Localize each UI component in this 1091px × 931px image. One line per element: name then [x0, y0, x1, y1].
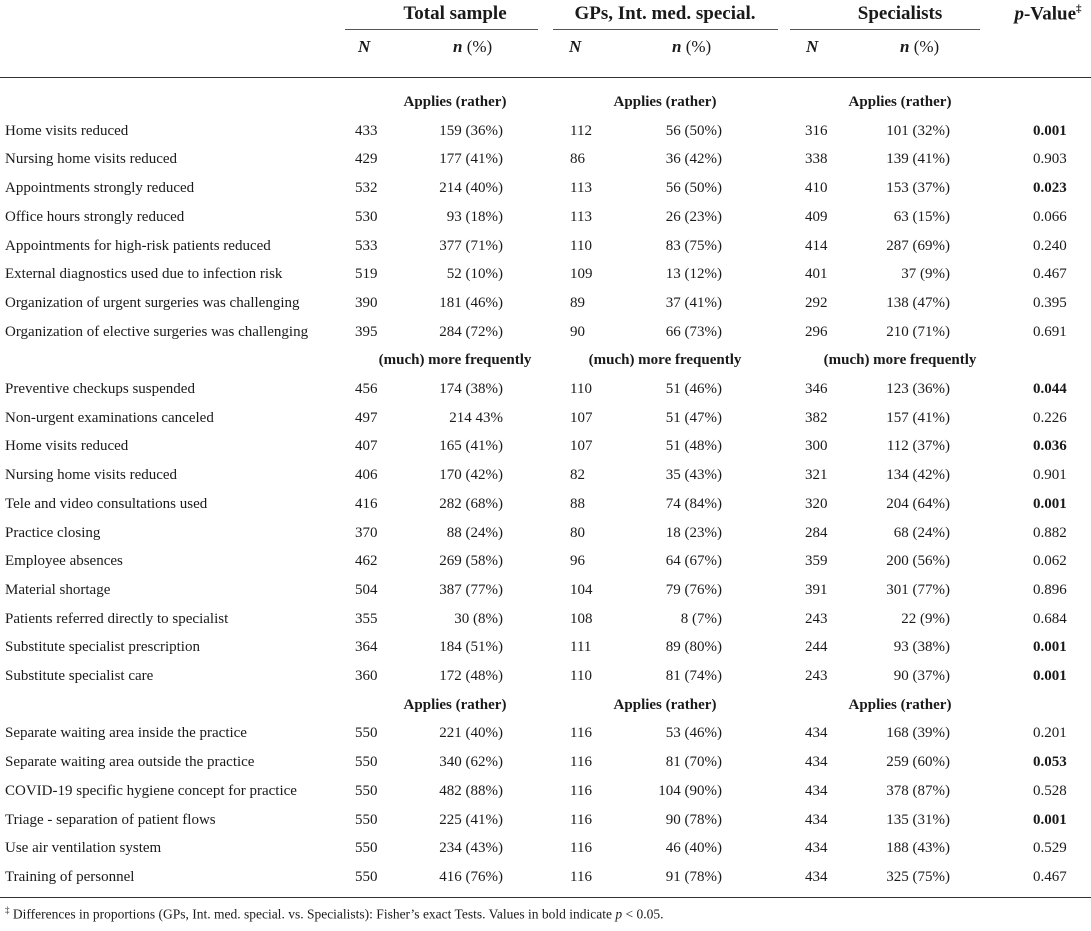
p-value: 0.001	[1033, 668, 1067, 684]
total-N: 530	[355, 208, 378, 225]
spec-n-pct: 210 (71%)	[886, 323, 950, 340]
section-heading-row	[0, 691, 1091, 720]
total-N: 433	[355, 122, 378, 139]
total-n-pct: 234 (43%)	[439, 840, 503, 857]
spec-n-pct: 325 (75%)	[886, 868, 950, 885]
spec-N: 346	[805, 381, 828, 397]
subheader-n-gps: n (%)	[672, 37, 712, 56]
section-heading-row	[0, 88, 1091, 117]
p-value: 0.691	[1033, 323, 1067, 340]
gps-n-pct: 74 (84%)	[665, 495, 722, 512]
total-n-pct: 387 (77%)	[439, 581, 503, 598]
spec-N: 284	[805, 524, 828, 541]
gps-N: 116	[570, 725, 592, 742]
gps-N: 112	[570, 122, 592, 139]
gps-n-pct: 35 (43%)	[665, 467, 722, 484]
table-row	[0, 806, 1091, 835]
spec-N: 243	[805, 668, 828, 684]
header-bottom-rule	[0, 77, 1091, 78]
spec-n-pct: 138 (47%)	[886, 294, 950, 311]
total-N: 407	[355, 438, 378, 455]
header-rule-total	[345, 29, 538, 30]
row-label: Training of personnel	[5, 868, 135, 885]
gps-N: 90	[570, 323, 585, 340]
spec-n-pct: 123 (36%)	[886, 381, 950, 397]
spec-N: 434	[805, 754, 828, 771]
subheader-n-total: n (%)	[453, 37, 493, 56]
total-N: 550	[355, 868, 378, 885]
row-label: Office hours strongly reduced	[5, 208, 185, 225]
total-N: 370	[355, 524, 378, 541]
gps-N: 96	[570, 553, 585, 570]
spec-n-pct: 63 (15%)	[893, 208, 950, 225]
spec-N: 434	[805, 868, 828, 885]
total-n-pct: 177 (41%)	[439, 151, 503, 168]
total-n-pct: 284 (72%)	[439, 323, 503, 340]
total-N: 550	[355, 840, 378, 857]
row-label: Organization of elective surgeries was challenging	[5, 323, 309, 340]
total-n-pct: 30 (8%)	[454, 610, 503, 627]
p-value: 0.201	[1033, 725, 1067, 742]
spec-N: 434	[805, 811, 828, 828]
gps-n-pct: 51 (48%)	[665, 438, 722, 455]
header-rule-specialists	[790, 29, 980, 30]
header-gps: GPs, Int. med. special.	[574, 3, 756, 24]
gps-n-pct: 13 (12%)	[665, 266, 722, 283]
total-N: 364	[355, 639, 378, 656]
p-value: 0.036	[1033, 438, 1067, 455]
spec-N: 409	[805, 208, 828, 225]
gps-N: 110	[570, 668, 592, 684]
spec-n-pct: 112 (37%)	[886, 438, 950, 455]
row-label: Separate waiting area outside the practice	[5, 754, 255, 771]
table-row	[0, 519, 1091, 548]
section-heading: Applies (rather)	[403, 94, 507, 110]
spec-N: 434	[805, 840, 828, 857]
table-row	[0, 260, 1091, 289]
row-label: Material shortage	[5, 581, 111, 598]
total-N: 360	[355, 668, 378, 684]
total-n-pct: 416 (76%)	[439, 868, 503, 885]
table-row	[0, 318, 1091, 347]
gps-N: 116	[570, 868, 592, 885]
gps-n-pct: 83 (75%)	[665, 237, 722, 254]
row-label: Use air ventilation system	[5, 840, 162, 857]
spec-n-pct: 157 (41%)	[886, 409, 950, 426]
gps-n-pct: 51 (47%)	[665, 409, 722, 426]
gps-n-pct: 18 (23%)	[665, 524, 722, 541]
spec-n-pct: 259 (60%)	[886, 754, 950, 771]
total-N: 456	[355, 381, 378, 397]
total-N: 462	[355, 553, 378, 570]
table-row	[0, 834, 1091, 863]
row-label: Employee absences	[5, 553, 123, 570]
spec-N: 391	[805, 581, 828, 598]
p-value: 0.528	[1033, 782, 1067, 799]
table-row	[0, 547, 1091, 576]
total-N: 355	[355, 610, 378, 627]
gps-n-pct: 37 (41%)	[665, 294, 722, 311]
total-n-pct: 52 (10%)	[446, 266, 503, 283]
total-n-pct: 165 (41%)	[439, 438, 503, 455]
spec-n-pct: 135 (31%)	[886, 811, 950, 828]
total-N: 504	[355, 581, 378, 598]
p-value: 0.053	[1033, 754, 1067, 771]
total-n-pct: 184 (51%)	[439, 639, 503, 656]
total-n-pct: 282 (68%)	[439, 495, 503, 512]
table-row	[0, 289, 1091, 318]
gps-n-pct: 91 (78%)	[665, 868, 722, 885]
table-row	[0, 576, 1091, 605]
p-value: 0.882	[1033, 524, 1067, 541]
header-rule-gps	[553, 29, 778, 30]
spec-n-pct: 378 (87%)	[886, 782, 950, 799]
spec-N: 292	[805, 294, 828, 311]
gps-N: 89	[570, 294, 585, 311]
table-row	[0, 432, 1091, 461]
total-n-pct: 269 (58%)	[439, 553, 503, 570]
spec-n-pct: 301 (77%)	[886, 581, 950, 598]
spec-N: 316	[805, 122, 828, 139]
gps-N: 107	[570, 438, 593, 455]
total-n-pct: 482 (88%)	[439, 782, 503, 799]
total-N: 519	[355, 266, 378, 283]
p-value: 0.903	[1033, 151, 1067, 168]
gps-n-pct: 81 (74%)	[665, 668, 722, 684]
row-label: COVID-19 specific hygiene concept for practice	[5, 782, 297, 799]
gps-n-pct: 46 (40%)	[665, 840, 722, 857]
total-N: 497	[355, 409, 378, 426]
row-label: Appointments strongly reduced	[5, 180, 195, 197]
spec-n-pct: 22 (9%)	[901, 610, 950, 627]
section-heading: Applies (rather)	[848, 94, 952, 110]
row-label: Preventive checkups suspended	[5, 381, 195, 397]
total-N: 416	[355, 495, 378, 512]
gps-n-pct: 56 (50%)	[665, 122, 722, 139]
spec-n-pct: 139 (41%)	[886, 151, 950, 168]
section-heading: (much) more frequently	[823, 352, 977, 369]
table-row	[0, 404, 1091, 433]
row-label: Substitute specialist prescription	[5, 639, 200, 656]
gps-N: 108	[570, 610, 593, 627]
table-row	[0, 490, 1091, 519]
section-heading: Applies (rather)	[613, 94, 717, 110]
section-heading: (much) more frequently	[378, 352, 532, 369]
spec-N: 401	[805, 266, 828, 283]
gps-N: 116	[570, 840, 592, 857]
p-value: 0.226	[1033, 409, 1067, 426]
total-N: 550	[355, 754, 378, 771]
total-N: 390	[355, 294, 378, 311]
p-value: 0.395	[1033, 294, 1067, 311]
gps-n-pct: 89 (80%)	[665, 639, 722, 656]
p-value: 0.467	[1033, 266, 1067, 283]
row-label: Substitute specialist care	[5, 668, 154, 684]
row-label: Nursing home visits reduced	[5, 151, 178, 168]
p-value: 0.529	[1033, 840, 1067, 857]
section-heading: (much) more frequently	[588, 352, 742, 369]
total-N: 395	[355, 323, 378, 340]
spec-n-pct: 68 (24%)	[893, 524, 950, 541]
gps-N: 109	[570, 266, 593, 283]
row-label: External diagnostics used due to infection risk	[5, 266, 283, 283]
table-row	[0, 863, 1091, 892]
gps-n-pct: 56 (50%)	[665, 180, 722, 197]
gps-N: 104	[570, 581, 593, 598]
section-heading: Applies (rather)	[848, 696, 952, 713]
p-value: 0.001	[1033, 811, 1067, 828]
gps-N: 82	[570, 467, 585, 484]
spec-N: 414	[805, 237, 828, 254]
p-value: 0.901	[1033, 467, 1067, 484]
header-p-value: p-Value‡	[1014, 3, 1082, 25]
gps-N: 113	[570, 180, 592, 197]
row-label: Patients referred directly to specialist	[5, 610, 229, 627]
footnote: ‡ Differences in proportions (GPs, Int. med. special. vs. Specialists): Fisher’s exact Tests. Values in bold indicate p < 0.05.	[5, 905, 664, 922]
gps-n-pct: 53 (46%)	[665, 725, 722, 742]
spec-n-pct: 90 (37%)	[893, 668, 950, 684]
section-heading-row	[0, 346, 1091, 375]
spec-N: 300	[805, 438, 828, 455]
p-value: 0.467	[1033, 868, 1067, 885]
gps-N: 116	[570, 782, 592, 799]
row-label: Nursing home visits reduced	[5, 467, 178, 484]
spec-n-pct: 153 (37%)	[886, 180, 950, 197]
gps-N: 111	[570, 639, 592, 656]
spec-N: 244	[805, 639, 828, 656]
gps-N: 80	[570, 524, 585, 541]
p-value: 0.062	[1033, 553, 1067, 570]
table-row	[0, 461, 1091, 490]
section-heading: Applies (rather)	[403, 696, 507, 713]
gps-N: 116	[570, 754, 592, 771]
p-value: 0.066	[1033, 208, 1067, 225]
table-row	[0, 605, 1091, 634]
spec-n-pct: 188 (43%)	[886, 840, 950, 857]
row-label: Non-urgent examinations canceled	[5, 409, 214, 426]
header-specialists: Specialists	[857, 3, 943, 24]
gps-N: 110	[570, 381, 592, 397]
total-n-pct: 340 (62%)	[439, 754, 503, 771]
total-n-pct: 181 (46%)	[439, 294, 503, 311]
row-label: Triage - separation of patient flows	[5, 811, 216, 828]
subheader-N-spec: N	[806, 37, 819, 56]
spec-n-pct: 204 (64%)	[886, 495, 950, 512]
spec-n-pct: 93 (38%)	[893, 639, 950, 656]
table-row	[0, 232, 1091, 261]
spec-n-pct: 168 (39%)	[886, 725, 950, 742]
row-label: Appointments for high-risk patients reduced	[5, 237, 271, 254]
total-n-pct: 221 (40%)	[439, 725, 503, 742]
spec-N: 338	[805, 151, 828, 168]
spec-N: 296	[805, 323, 828, 340]
subheader-N-gps: N	[569, 37, 582, 56]
total-n-pct: 214 43%	[449, 409, 503, 426]
table-row	[0, 662, 1091, 691]
row-label: Home visits reduced	[5, 438, 129, 455]
table-row	[0, 375, 1091, 404]
spec-N: 321	[805, 467, 828, 484]
p-value: 0.023	[1033, 180, 1067, 197]
row-label: Home visits reduced	[5, 122, 129, 139]
total-N: 533	[355, 237, 378, 254]
total-n-pct: 172 (48%)	[439, 668, 503, 684]
spec-n-pct: 287 (69%)	[886, 237, 950, 254]
header-total-sample: Total sample	[403, 3, 507, 24]
spec-N: 243	[805, 610, 828, 627]
total-n-pct: 214 (40%)	[439, 180, 503, 197]
gps-n-pct: 90 (78%)	[665, 811, 722, 828]
p-value: 0.240	[1033, 237, 1067, 254]
total-N: 550	[355, 811, 378, 828]
row-label: Practice closing	[5, 524, 101, 541]
section-heading: Applies (rather)	[613, 696, 717, 713]
gps-N: 116	[570, 811, 592, 828]
gps-n-pct: 36 (42%)	[665, 151, 722, 168]
p-value: 0.896	[1033, 581, 1067, 598]
p-value: 0.001	[1033, 495, 1067, 512]
gps-n-pct: 8 (7%)	[680, 610, 722, 627]
p-value: 0.684	[1033, 610, 1067, 627]
spec-N: 320	[805, 495, 828, 512]
spec-N: 410	[805, 180, 828, 197]
spec-n-pct: 200 (56%)	[886, 553, 950, 570]
total-n-pct: 174 (38%)	[439, 381, 503, 397]
total-n-pct: 170 (42%)	[439, 467, 503, 484]
total-N: 550	[355, 782, 378, 799]
table-bottom-rule	[0, 897, 1091, 898]
table-row	[0, 174, 1091, 203]
subheader-N-total: N	[358, 37, 371, 56]
gps-n-pct: 79 (76%)	[665, 581, 722, 598]
row-label: Tele and video consultations used	[5, 495, 208, 512]
table-row	[0, 748, 1091, 777]
spec-N: 382	[805, 409, 828, 426]
gps-n-pct: 81 (70%)	[665, 754, 722, 771]
table-row	[0, 719, 1091, 748]
total-N: 550	[355, 725, 378, 742]
total-n-pct: 225 (41%)	[439, 811, 503, 828]
gps-n-pct: 64 (67%)	[665, 553, 722, 570]
spec-n-pct: 134 (42%)	[886, 467, 950, 484]
total-n-pct: 93 (18%)	[446, 208, 503, 225]
total-n-pct: 88 (24%)	[446, 524, 503, 541]
p-value: 0.001	[1033, 122, 1067, 139]
gps-n-pct: 51 (46%)	[665, 381, 722, 397]
row-label: Organization of urgent surgeries was challenging	[5, 294, 300, 311]
spec-N: 434	[805, 782, 828, 799]
p-value: 0.001	[1033, 639, 1067, 656]
subheader-n-spec: n (%)	[900, 37, 940, 56]
total-n-pct: 377 (71%)	[439, 237, 503, 254]
spec-n-pct: 101 (32%)	[886, 122, 950, 139]
total-N: 429	[355, 151, 378, 168]
total-N: 406	[355, 467, 378, 484]
gps-N: 88	[570, 495, 585, 512]
row-label: Separate waiting area inside the practice	[5, 725, 247, 742]
gps-n-pct: 26 (23%)	[665, 208, 722, 225]
table-row	[0, 777, 1091, 806]
total-N: 532	[355, 180, 378, 197]
gps-N: 110	[570, 237, 592, 254]
table-row	[0, 203, 1091, 232]
gps-N: 107	[570, 409, 593, 426]
table-row	[0, 145, 1091, 174]
p-value: 0.044	[1033, 381, 1067, 397]
spec-n-pct: 37 (9%)	[901, 266, 950, 283]
table-row	[0, 633, 1091, 662]
spec-N: 359	[805, 553, 828, 570]
total-n-pct: 159 (36%)	[439, 122, 503, 139]
gps-N: 86	[570, 151, 585, 168]
gps-n-pct: 66 (73%)	[665, 323, 722, 340]
table-row	[0, 117, 1091, 146]
spec-N: 434	[805, 725, 828, 742]
gps-N: 113	[570, 208, 592, 225]
gps-n-pct: 104 (90%)	[658, 782, 722, 799]
